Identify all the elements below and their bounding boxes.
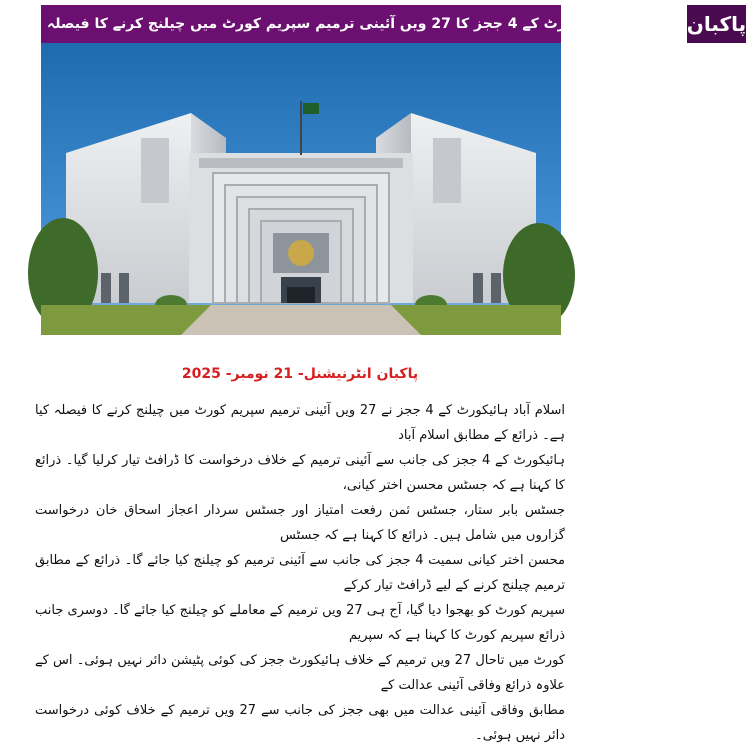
article-line: اسلام آباد ہائیکورٹ کے 4 ججز نے 27 ویں آئینی ترمیم سپریم کورٹ میں چیلنج کرنے کا فیصلہ کیا ہے۔ ذرائع کے مطابق اسلام آباد (35, 403, 566, 443)
brand-logo: پاکبان (687, 5, 749, 43)
article-line: جسٹس بابر ستار، جسٹس ثمن رفعت امتیاز اور جسٹس سردار اعجاز اسحاق خان درخواست گزاروں میں شامل ہیں۔ ذرائع کا کہنا ہے کہ جسٹس (35, 503, 565, 543)
article-line: ہائیکورٹ کے 4 ججز کی جانب سے آئینی ترمیم کے خلاف درخواست کا ڈرافٹ تیار کرلیا گیا۔ ذرائع کا کہنا ہے کہ جسٹس محسن اختر کیانی، (35, 453, 565, 493)
article-line: مطابق وفاقی آئینی عدالت میں بھی ججز کی جانب سے 27 ویں ترمیم کے خلاف کوئی درخواست دائر نہیں ہوئی۔ (35, 703, 566, 743)
dateline: پاکبان انٹرنیشنل- 21 نومبر- 2025 (181, 366, 419, 382)
headline: اسلام آباد ہائیکورٹ کے 4 ججز کا 27 ویں آئینی ترمیم سپریم کورٹ میں چیلنج کرنے کا فیصلہ (47, 16, 679, 32)
article-line: محسن اختر کیانی سمیت 4 ججز کی جانب سے آئینی ترمیم کو چیلنج کیا جائے گا۔ ذرائع کے مطابق ترمیم چیلنج کرنے کے لیے ڈرافٹ تیار کرکے (35, 553, 565, 593)
article-line: کورٹ میں تاحال 27 ویں ترمیم کے خلاف ہائیکورٹ ججز کی کوئی پٹیشن دائر نہیں ہوئی۔ اس کے علاوہ ذرائع وفاقی آئینی عدالت کے (35, 653, 565, 693)
news-header-bar (41, 5, 747, 43)
article-line: سپریم کورٹ کو بھجوا دیا گیا، آج ہی 27 ویں ترمیم کے معاملے کو چیلنج کیا جائے گا۔ دوسری جانب ذرائع سپریم کورٹ کا کہنا ہے کہ سپریم (35, 603, 565, 643)
article-body (35, 398, 565, 748)
supreme-court-building-photo (41, 43, 561, 335)
